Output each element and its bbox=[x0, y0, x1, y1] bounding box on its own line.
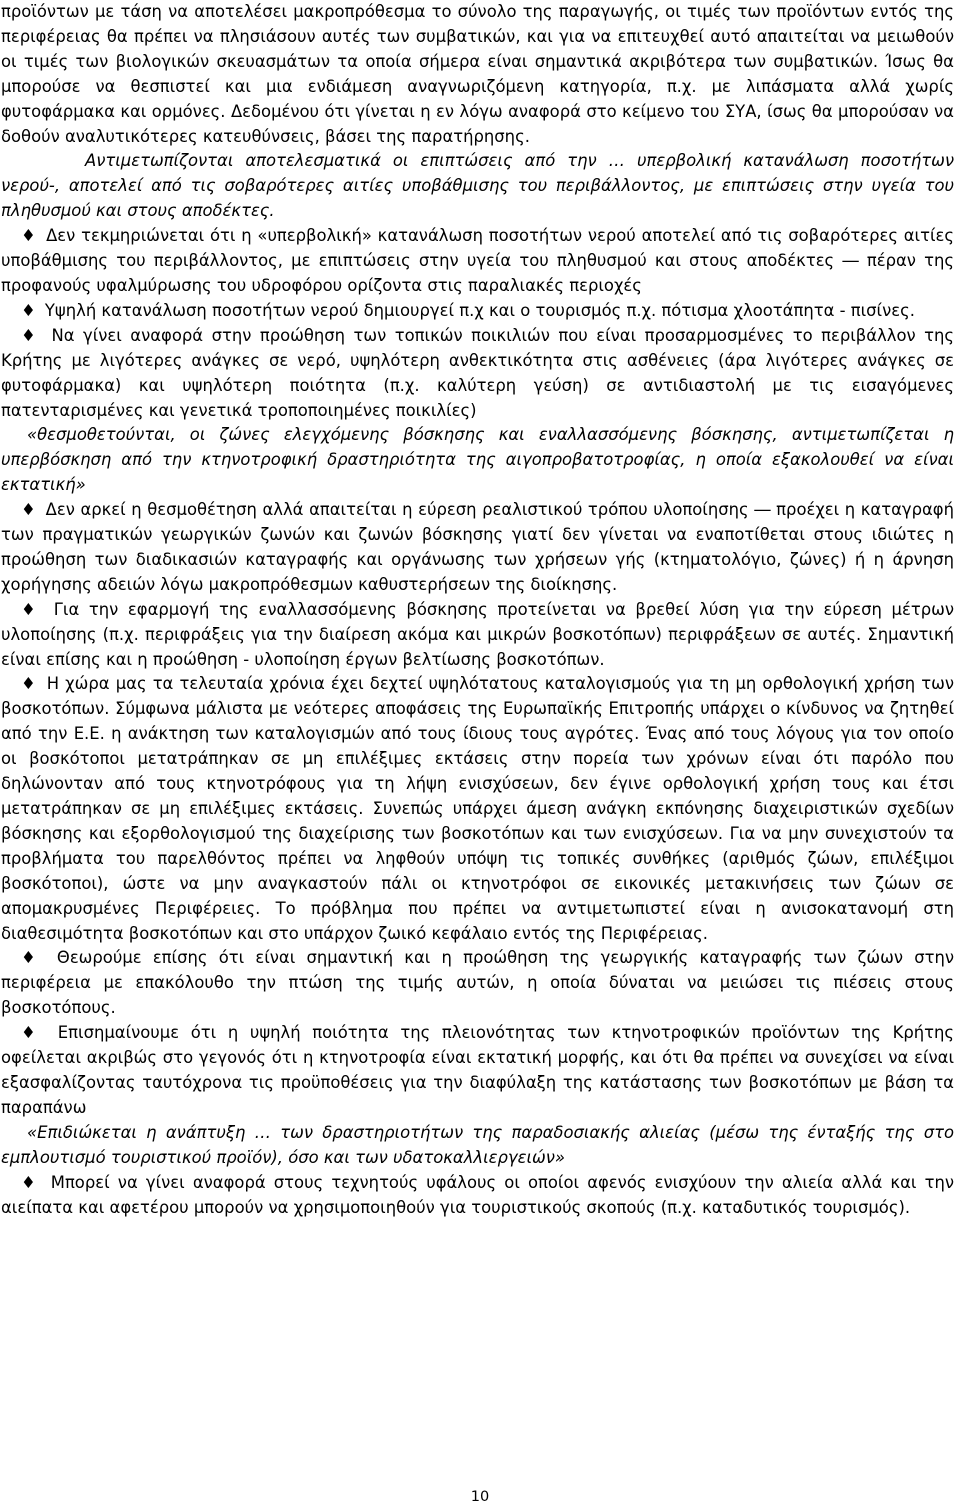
bullet-paragraph bbox=[1, 498, 954, 598]
diamond-bullet-icon: ♦ bbox=[21, 599, 41, 619]
bullet-text: Η χώρα μας τα τελευταία χρόνια έχει δεχτεί υψηλότατους καταλογισμούς για τη μη ορθολογική χρήση των βοσκοτόπων. Σύμφωνα μάλιστα με νεότερες αποφάσεις της Ευρωπαϊκής Επιτροπής υπάρχει ο κίνδυνος να ζητηθεί από την Ε.Ε. η ανάκτηση των καταλογισμών από τους ίδιους τους αγρότες. Ένας από τους λόγους για τον οποίο οι βοσκότοποι μετατράπηκαν σε μη επιλέξιμες εκτάσεις στην πορεία των χρόνων είναι ότι παρόλο που δηλώνονταν από τους κτηνοτρόφους για τη λήψη ενισχύσεων, δεν έγινε ορθολογική χρήση τους και έτσι μετατράπηκαν σε μη επιλέξιμες εκτάσεις. Συνεπώς υπάρχει άμεση ανάγκη εκπόνησης διαχειριστικών σχεδίων βόσκησης και εξορθολογισμού της διαχείρισης των βοσκοτόπων και των ενισχύσεων. Για να μην συνεχιστούν τα προβλήματα του παρελθόντος πρέπει να ληφθούν υπόψη τις τοπικές συνθήκες (αριθμός ζώων, επιλέξιμοι βοσκότοποι), ώστε να μην αναγκαστούν πάλι οι κτηνοτρόφοι σε εικονικές μετακινήσεις των ζώων σε απομακρυσμένες Περιφέρειες. Το πρόβλημα που πρέπει να αντιμετωπιστεί είναι η ανισοκατανομή στη διαθεσιμότητα βοσκοτόπων και στο υπάρχον ζωικό κεφάλαιο εντός της Περιφέρειας. bbox=[1, 674, 954, 943]
paragraph-italic-quote: «θεσμοθετούνται, οι ζώνες ελεγχόμενης βόσκησης και εναλλασσόμενης βόσκησης, αντιμετωπίζεται η υπερβόσκηση από την κτηνοτροφική δραστηριότητα της αιγοπροβατοτροφίας, η οποία εξακολουθεί να είναι εκτατική» bbox=[1, 425, 954, 495]
paragraph-body: προϊόντων με τάση να αποτελέσει μακροπρόθεσμα το σύνολο της παραγωγής, οι τιμές των προϊόντων εντός της περιφέρειας θα πρέπει να πλησιάσουν αυτές των συμβατικών, και για να επιτευχθεί αυτό απαιτείται να μειωθούν οι τιμές των βιολογικών σκευασμάτων τα οποία σήμερα είναι σημαντικά ακριβότερα των συμβατικών. Ίσως θα μπορούσε να θεσπιστεί και μια ενδιάμεση αναγνωριζόμενη κατηγορία, π.χ. με λιπάσματα αλλά χωρίς φυτοφάρμακα και ορμόνες. Δεδομένου ότι γίνεται η εν λόγω αναφορά στο κείμενο του ΣΥΑ, ίσως θα μπορούσαν να δοθούν αναλυτικότερες κατευθύνσεις, βάσει της παρατήρησης. bbox=[1, 2, 954, 146]
bullet-text: Υψηλή κατανάλωση ποσοτήτων νερού δημιουργεί π.χ και ο τουρισμός π.χ. πότισμα χλοοτάπητα - πισίνες. bbox=[44, 300, 915, 320]
bullet-paragraph bbox=[1, 1171, 954, 1221]
diamond-bullet-icon: ♦ bbox=[21, 948, 42, 968]
bullet-paragraph bbox=[1, 672, 954, 946]
bullet-paragraph bbox=[1, 224, 954, 299]
bullet-paragraph bbox=[1, 1021, 954, 1121]
bullet-paragraph bbox=[1, 299, 954, 324]
bullet-text: Για την εφαρμογή της εναλλασσόμενης βόσκησης προτείνεται να βρεθεί λύση για την εύρεση μέτρων υλοποίησης (π.χ. περιφράξεις για την διαίρεση ακόμα και μικρών βοσκοτόπων) περιφράξεων σε αυτές. Σημαντική είναι επίσης και η προώθηση - υλοποίηση έργων βελτίωσης βοσκοτόπων. bbox=[1, 599, 954, 669]
bullet-paragraph bbox=[1, 946, 954, 1021]
bullet-text: Θεωρούμε επίσης ότι είναι σημαντική και η προώθηση της γεωργικής καταγραφής των ζώων στην περιφέρεια με επακόλουθο την πτώση της τιμής αυτών, η οποία δύναται να μειώσει τις πιέσεις στους βοσκοτόπους. bbox=[1, 948, 955, 1018]
diamond-bullet-icon: ♦ bbox=[21, 300, 36, 320]
diamond-bullet-icon: ♦ bbox=[21, 500, 37, 520]
page-number: 10 bbox=[470, 1489, 490, 1505]
paragraph-italic-quote: Αντιμετωπίζονται αποτελεσματικά οι επιπτώσεις από την … υπερβολική κατανάλωση ποσοτήτων νερού-, αποτελεί από τις σοβαρότερες αιτίες υποβάθμισης του περιβάλλοντος, με επιπτώσεις στην υγεία του πληθυσμού και στους αποδέκτες. bbox=[1, 151, 954, 221]
diamond-bullet-icon: ♦ bbox=[21, 674, 37, 694]
diamond-bullet-icon: ♦ bbox=[21, 226, 37, 246]
bullet-text: Επισημαίνουμε ότι η υψηλή ποιότητα της πλειονότητας των κτηνοτροφικών προϊόντων της Κρήτης οφείλεται ακριβώς στο γεγονός ότι η κτηνοτροφία είναι εκτατική μορφής, και ότι θα πρέπει να συνεχίσει να είναι εξασφαλίζοντας ταυτόχρονα τις προϋποθέσεις για την διαφύλαξη της κατάστασης των βοσκοτόπων με βάση τα παραπάνω bbox=[1, 1023, 954, 1117]
diamond-bullet-icon: ♦ bbox=[21, 1023, 43, 1043]
diamond-bullet-icon: ♦ bbox=[21, 1172, 39, 1192]
paragraph-italic-quote: «Επιδιώκεται η ανάπτυξη … των δραστηριοτήτων της παραδοσιακής αλιείας (μέσω της ένταξής της στο εμπλουτισμό τουριστικού προϊόν), όσο και των υδατοκαλλιεργειών» bbox=[1, 1122, 954, 1167]
diamond-bullet-icon: ♦ bbox=[21, 325, 39, 345]
bullet-text: Μπορεί να γίνει αναφορά στους τεχνητούς υφάλους οι οποίοι αφενός ενισχύουν την αλιεία αλλά και την αιείπατα και αφετέρου μπορούν να χρησιμοποιηθούν για τουριστικούς σκοπούς (π.χ. καταδυτικός τουρισμός). bbox=[1, 1172, 955, 1217]
bullet-text: Να γίνει αναφορά στην προώθηση των τοπικών ποικιλιών που είναι προσαρμοσμένες το περιβάλλον της Κρήτης με λιγότερες ανάγκες σε νερό, υψηλότερη ανθεκτικότητα στις ασθένειες (άρα λιγότερες ανάγκες σε φυτοφάρμακα) και υψηλότερη ποιότητα (π.χ. καλύτερη γεύση) σε αντιδιαστολή με τις εισαγόμενες πατενταρισμένες και γενετικά τροποποιημένες ποικιλίες) bbox=[1, 325, 954, 420]
bullet-text: Δεν αρκεί η θεσμοθέτηση αλλά απαιτείται η εύρεση ρεαλιστικού τρόπου υλοποίησης ― προέχει η καταγραφή των πραγματικών γεωργικών ζωνών και ζωνών βόσκησης γιατί δεν γίνεται να εναποτίθεται στους ιδιώτες η προώθηση των διαδικασιών καταγραφής και οργάνωσης των χρήσεων γής (κτηματολόγιο, ζώνες) ή η άρνηση χορήγησης αδειών λόγω μακροπρόθεσμων καθυστερήσεων της διοίκησης. bbox=[1, 500, 954, 594]
bullet-paragraph bbox=[1, 324, 954, 424]
bullet-paragraph bbox=[1, 598, 954, 673]
bullet-text: Δεν τεκμηριώνεται ότι η «υπερβολική» κατανάλωση ποσοτήτων νερού αποτελεί από τις σοβαρότερες αιτίες υποβάθμισης του περιβάλλοντος, με επιπτώσεις στην υγεία του πληθυσμού και στους αποδέκτες ― πέραν της προφανούς υφαλμύρωσης του υδροφόρου ορίζοντα στις παραλιακές περιοχές bbox=[1, 226, 954, 295]
document-page bbox=[1, 0, 954, 1220]
